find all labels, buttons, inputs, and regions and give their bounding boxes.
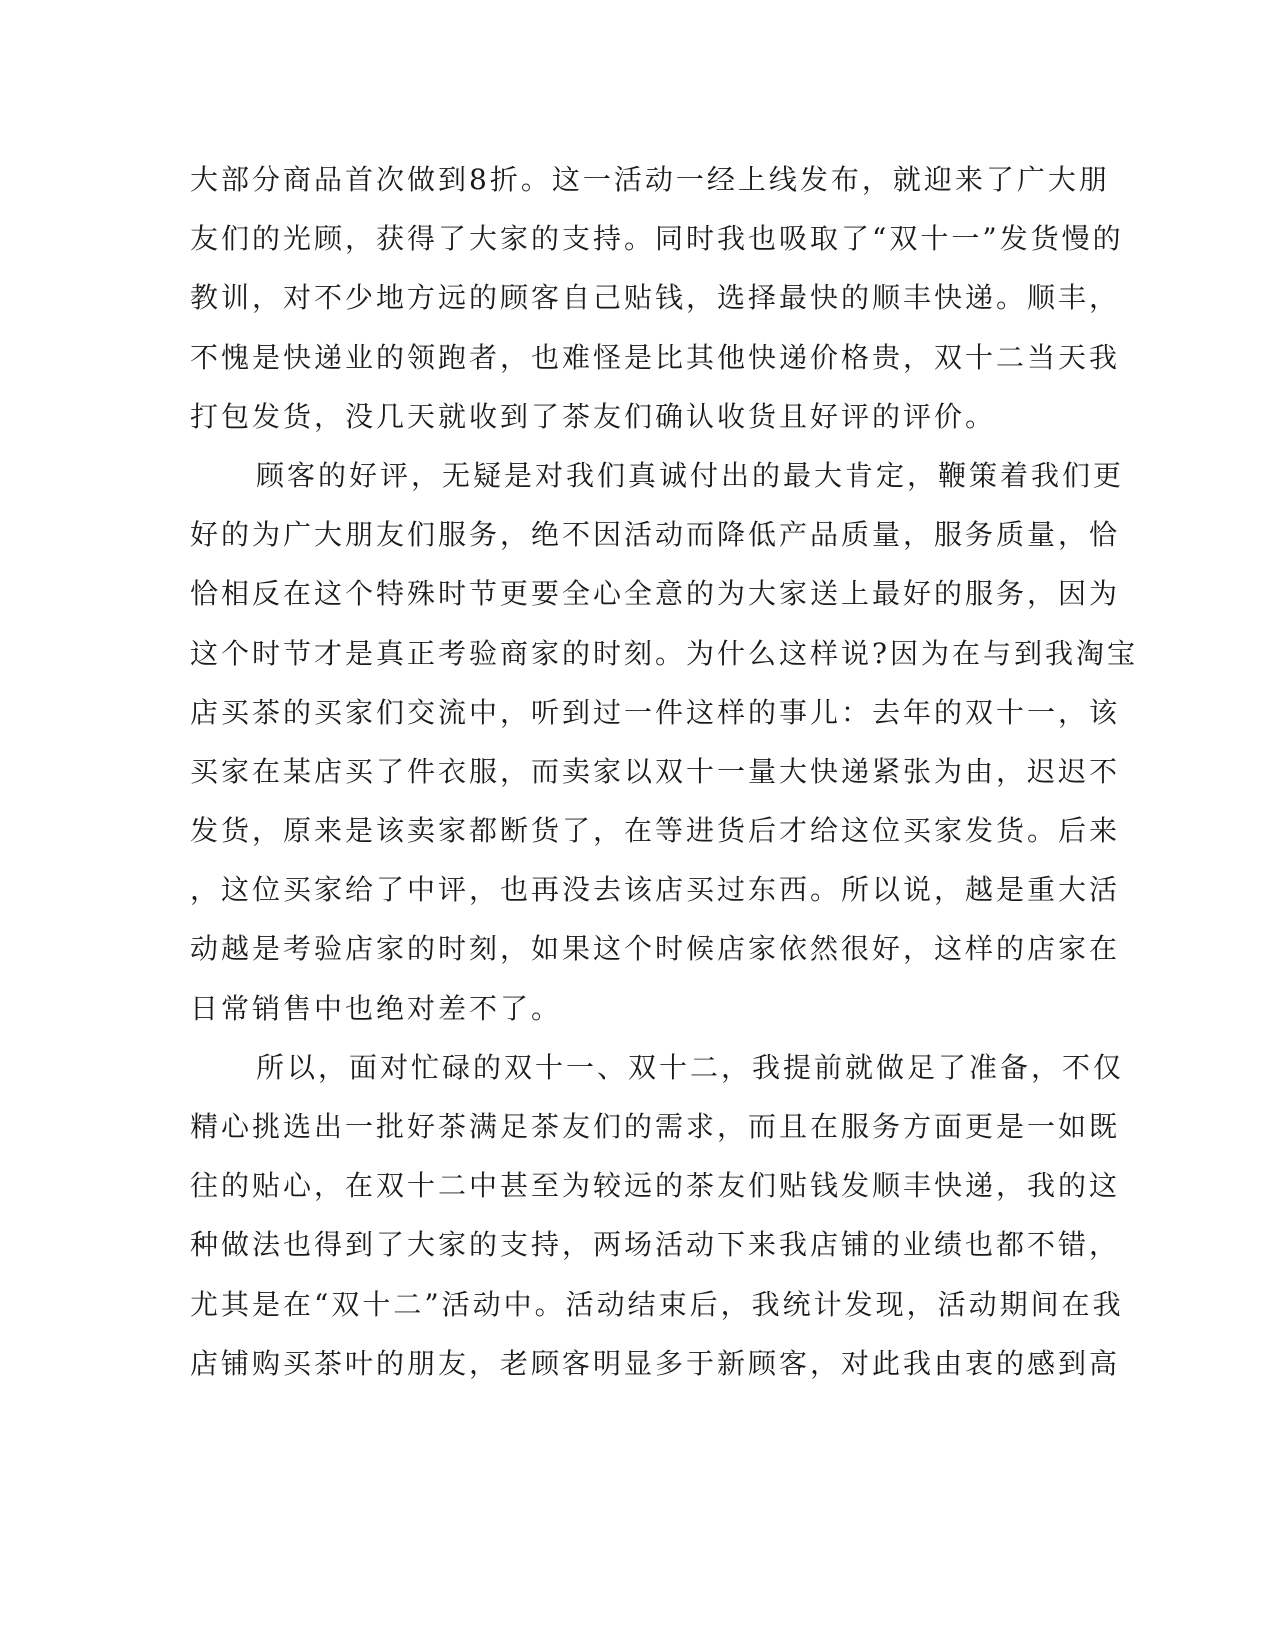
text-line: 恰相反在这个特殊时节更要全心全意的为大家送上最好的服务，因为 bbox=[190, 577, 1121, 611]
text-line: 店铺购买茶叶的朋友，老顾客明显多于新顾客，对此我由衷的感到高 bbox=[190, 1346, 1121, 1380]
text-line: ，这位买家给了中评，也再没去该店买过东西。所以说，越是重大活 bbox=[190, 873, 1121, 907]
text-line: 发货，原来是该卖家都断货了，在等进货后才给这位买家发货。后来 bbox=[190, 814, 1121, 848]
text-line: 动越是考验店家的时刻，如果这个时候店家依然很好，这样的店家在 bbox=[190, 932, 1121, 966]
text-line: 尤其是在“双十二”活动中。活动结束后，我统计发现，活动期间在我 bbox=[190, 1287, 1124, 1321]
text-line: 教训，对不少地方远的顾客自己贴钱，选择最快的顺丰快递。顺丰， bbox=[190, 281, 1121, 315]
text-line: 友们的光顾，获得了大家的支持。同时我也吸取了“双十一”发货慢的 bbox=[190, 222, 1124, 256]
text-line: 打包发货，没几天就收到了茶友们确认收货且好评的评价。 bbox=[190, 399, 997, 433]
paragraph-start-line: 顾客的好评，无疑是对我们真诚付出的最大肯定，鞭策着我们更 bbox=[256, 458, 1125, 492]
body-text bbox=[190, 150, 1139, 1393]
text-line: 日常销售中也绝对差不了。 bbox=[190, 991, 563, 1025]
text-line: 买家在某店买了件衣服，而卖家以双十一量大快递紧张为由，迟迟不 bbox=[190, 754, 1121, 788]
text-line: 这个时节才是真正考验商家的时刻。为什么这样说?因为在与到我淘宝 bbox=[190, 636, 1139, 670]
text-line: 店买茶的买家们交流中，听到过一件这样的事儿：去年的双十一，该 bbox=[190, 695, 1121, 729]
text-line: 精心挑选出一批好茶满足茶友们的需求，而且在服务方面更是一如既 bbox=[190, 1110, 1121, 1143]
paragraph-start-line: 所以，面对忙碌的双十一、双十二，我提前就做足了准备，不仅 bbox=[256, 1050, 1125, 1084]
text-line: 种做法也得到了大家的支持，两场活动下来我店铺的业绩也都不错， bbox=[190, 1228, 1121, 1262]
text-line: 不愧是快递业的领跑者，也难怪是比其他快递价格贵，双十二当天我 bbox=[190, 340, 1121, 374]
text-line: 往的贴心，在双十二中甚至为较远的茶友们贴钱发顺丰快递，我的这 bbox=[190, 1169, 1121, 1203]
text-line: 大部分商品首次做到8折。这一活动一经上线发布，就迎来了广大朋 bbox=[190, 163, 1110, 196]
text-line: 好的为广大朋友们服务，绝不因活动而降低产品质量，服务质量，恰 bbox=[190, 518, 1121, 552]
